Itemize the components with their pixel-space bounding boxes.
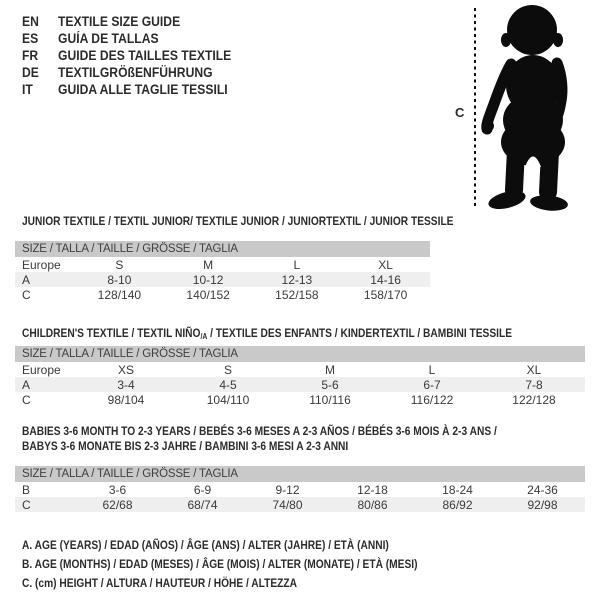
children-title-sub: /A (200, 332, 208, 341)
table-row (15, 377, 585, 392)
junior-size-table (15, 241, 430, 302)
size-cell: 110/116 (309, 392, 351, 407)
size-cell: 10-12 (192, 272, 224, 287)
size-cell: 5-6 (321, 377, 339, 392)
table-row (15, 392, 585, 407)
row-label: B (22, 482, 31, 497)
row-label: Europe (22, 257, 61, 272)
footnote-b: B. AGE (MONTHS) / EDAD (MESES) / ÂGE (MOIS) / ALTER (MONATE) / ETÀ (MESI) (22, 557, 418, 572)
size-cell: 3-4 (117, 377, 135, 392)
size-cell: S (115, 257, 124, 272)
footnotes (22, 536, 487, 594)
legend-row-fr (22, 47, 231, 64)
children-title-post: / TEXTILE DES ENFANTS / KINDERTEXTIL / BAMBINI TESSILE (207, 326, 512, 340)
size-header-row: SIZE / TALLA / TAILLE / GRÖSSE / TAGLIA (15, 346, 585, 362)
babies-table-title (22, 424, 497, 454)
size-header-row: SIZE / TALLA / TAILLE / GRÖSSE / TAGLIA (15, 466, 585, 482)
table-row (15, 362, 585, 377)
size-cell: L (428, 362, 436, 377)
size-cell: 158/170 (363, 287, 408, 302)
footnote-a: A. AGE (YEARS) / EDAD (AÑOS) / ÂGE (ANS) / ALTER (JAHRE) / ETÀ (ANNI) (22, 538, 389, 552)
size-cell: 140/152 (186, 287, 230, 302)
size-cell: 62/68 (102, 497, 133, 512)
size-cell: 122/128 (512, 392, 556, 407)
size-cell: 6-7 (423, 377, 441, 392)
size-cell: 98/104 (107, 392, 145, 407)
language-legend (22, 13, 255, 98)
height-measure-label: C (455, 105, 465, 120)
size-cell: 128/140 (97, 287, 142, 302)
legend-row-es (22, 30, 231, 47)
language-title: GUIDE DES TAILLES TEXTILE (58, 48, 232, 63)
junior-table-title: JUNIOR TEXTILE / TEXTIL JUNIOR/ TEXTILE JUNIOR / JUNIORTEXTIL / JUNIOR TESSILE (22, 214, 454, 228)
size-cell: 14-16 (370, 272, 401, 287)
language-code: DE (22, 65, 39, 80)
size-cell: 6-9 (193, 482, 212, 497)
row-label: Europe (22, 362, 61, 377)
size-header-row: SIZE / TALLA / TAILLE / GRÖSSE / TAGLIA (15, 241, 430, 257)
size-cell: XL (378, 257, 393, 272)
language-code: IT (22, 82, 33, 97)
size-cell: 9-12 (275, 482, 300, 497)
size-cell: 3-6 (108, 482, 127, 497)
language-title: TEXTILGRÖßENFÜHRUNG (58, 65, 213, 80)
row-label: A (22, 272, 31, 287)
size-cell: 74/80 (272, 497, 303, 512)
size-cell: 104/110 (206, 392, 250, 407)
babies-title-line2: BABYS 3-6 MONATE BIS 2-3 JAHRE / BAMBINI 3-6 MESI A 2-3 ANNI (22, 439, 349, 453)
size-cell: M (203, 257, 214, 272)
size-cell: 86/92 (442, 497, 473, 512)
table-row (15, 272, 430, 287)
row-label: C (22, 497, 31, 512)
row-label: A (22, 377, 31, 392)
babies-size-table (15, 466, 585, 512)
legend-row-it (22, 81, 231, 98)
table-row (15, 257, 430, 272)
size-cell: XS (117, 362, 134, 377)
size-cell: M (325, 362, 335, 377)
language-code: ES (22, 31, 39, 46)
size-cell: 24-36 (527, 482, 558, 497)
children-title-pre: CHILDREN'S TEXTILE / TEXTIL NIÑO (22, 326, 201, 340)
baby-silhouette-icon (470, 0, 600, 215)
table-row (15, 497, 585, 512)
table-row (15, 287, 430, 302)
footnote-c: C. (cm) HEIGHT / ALTURA / HAUTEUR / HÖHE / ALTEZZA (22, 576, 298, 591)
size-cell: S (223, 362, 232, 377)
language-title: GUIDA ALLE TAGLIE TESSILI (58, 82, 228, 97)
children-size-table (15, 346, 585, 407)
size-cell: 68/74 (187, 497, 218, 512)
language-title: GUÍA DE TALLAS (58, 31, 159, 46)
size-cell: 18-24 (442, 482, 473, 497)
language-title: TEXTILE SIZE GUIDE (58, 14, 181, 29)
row-label: C (22, 287, 31, 302)
size-cell: 7-8 (525, 377, 543, 392)
legend-row-en (22, 13, 231, 30)
size-cell: 12-18 (357, 482, 388, 497)
row-label: C (22, 392, 31, 407)
size-cell: 152/158 (275, 287, 319, 302)
table-row (15, 482, 585, 497)
size-cell: 80/86 (357, 497, 388, 512)
size-cell: 8-10 (107, 272, 132, 287)
size-cell: 4-5 (219, 377, 237, 392)
size-cell: 116/122 (410, 392, 454, 407)
language-code: EN (22, 14, 39, 29)
babies-title-line1: BABIES 3-6 MONTH TO 2-3 YEARS / BEBÉS 3-6 MESES A 2-3 AÑOS / BÉBÉS 3-6 MOIS À 2-3 ANS / (22, 424, 497, 438)
size-cell: L (293, 257, 301, 272)
children-table-title (22, 326, 512, 344)
size-cell: XL (526, 362, 542, 377)
size-cell: 92/98 (527, 497, 558, 512)
size-cell: 12-13 (281, 272, 313, 287)
legend-row-de (22, 64, 231, 81)
language-code: FR (22, 48, 39, 63)
